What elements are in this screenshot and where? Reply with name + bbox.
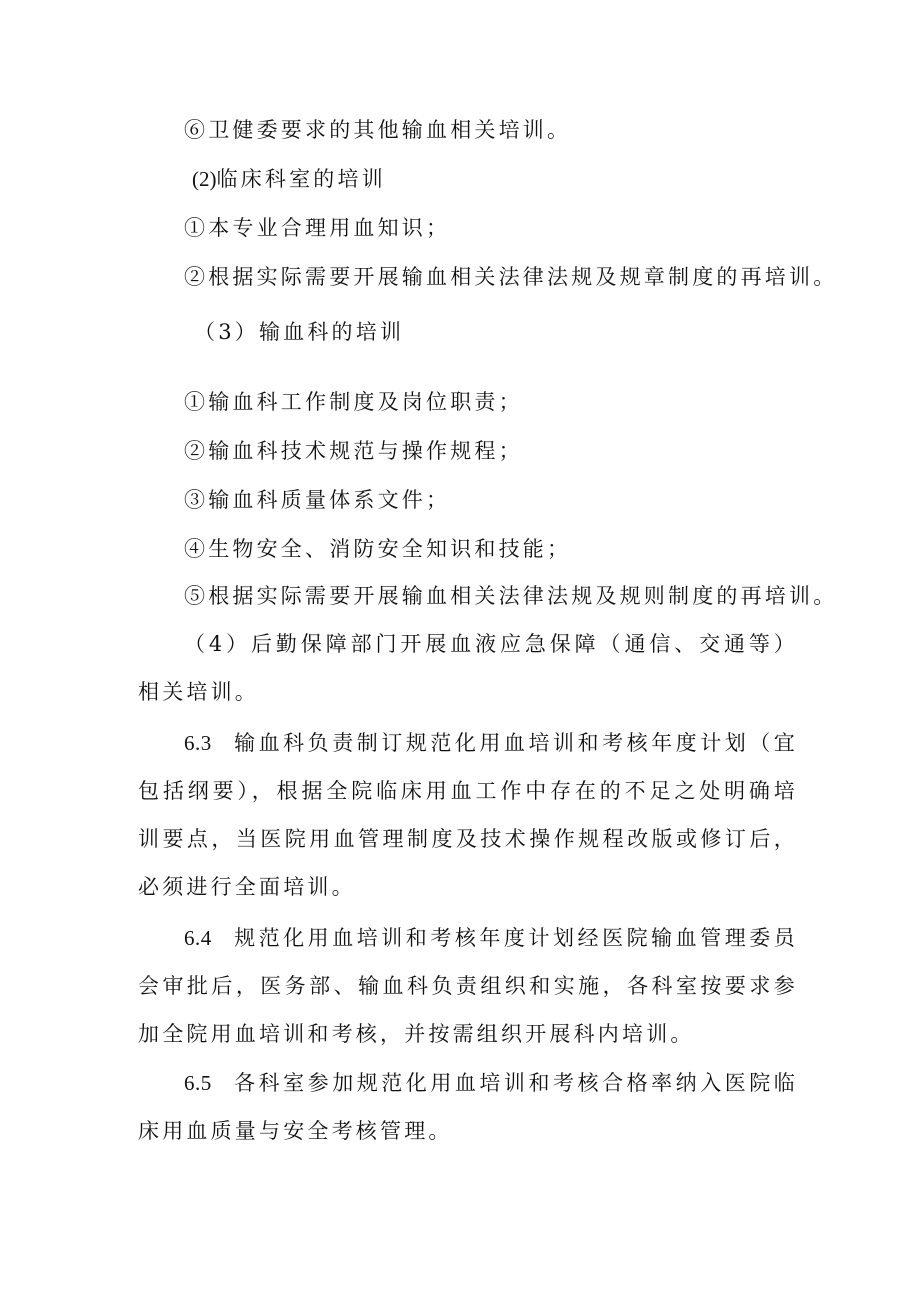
- item-4-safety-skills: ④生物安全、消防安全知识和技能；: [184, 537, 572, 561]
- item-5-retraining: ⑤根据实际需要开展输血相关法律法规及规则制度的再培训。: [184, 584, 838, 608]
- section-3-heading: （3）输血科的培训: [194, 320, 405, 344]
- item-2-retraining: ②根据实际需要开展输血相关法律法规及规章制度的再培训。: [184, 265, 838, 289]
- clause-6-3-number: 6.3: [184, 731, 212, 755]
- clause-6-4-number: 6.4: [184, 926, 212, 950]
- item-6-other-training: ⑥卫健委要求的其他输血相关培训。: [184, 118, 572, 142]
- clause-6-5-text: 各科室参加规范化用血培训和考核合格率纳入医院临床用血质量与安全考核管理。: [138, 1071, 798, 1143]
- paragraph-6-5: [138, 1059, 798, 1155]
- item-3-quality-system: ③输血科质量体系文件；: [184, 488, 451, 512]
- section-2-title: 临床科室的培训: [216, 167, 386, 191]
- section-2-number: (2): [192, 167, 217, 191]
- clause-6-3-text: 输血科负责制订规范化用血培训和考核年度计划（宜包括纲要），根据全院临床用血工作中存在的不足之处明确培训要点，当医院用血管理制度及技术操作规程改版或修订后，必须进行全面培训。: [138, 731, 798, 899]
- section-2-heading: [192, 165, 386, 193]
- paragraph-section-4: （4）后勤保障部门开展血液应急保障（通信、交通等）相关培训。: [138, 632, 798, 704]
- item-1-rational-use: ①本专业合理用血知识；: [184, 216, 451, 240]
- item-1-work-system: ①输血科工作制度及岗位职责；: [184, 390, 523, 414]
- item-2-technical-spec: ②输血科技术规范与操作规程；: [184, 439, 523, 463]
- paragraph-6-3: [138, 719, 798, 911]
- clause-6-5-number: 6.5: [184, 1071, 212, 1095]
- paragraph-6-4: [138, 914, 798, 1058]
- clause-6-4-text: 规范化用血培训和考核年度计划经医院输血管理委员会审批后，医务部、输血科负责组织和实施，各科室按要求参加全院用血培训和考核，并按需组织开展科内培训。: [138, 926, 798, 1046]
